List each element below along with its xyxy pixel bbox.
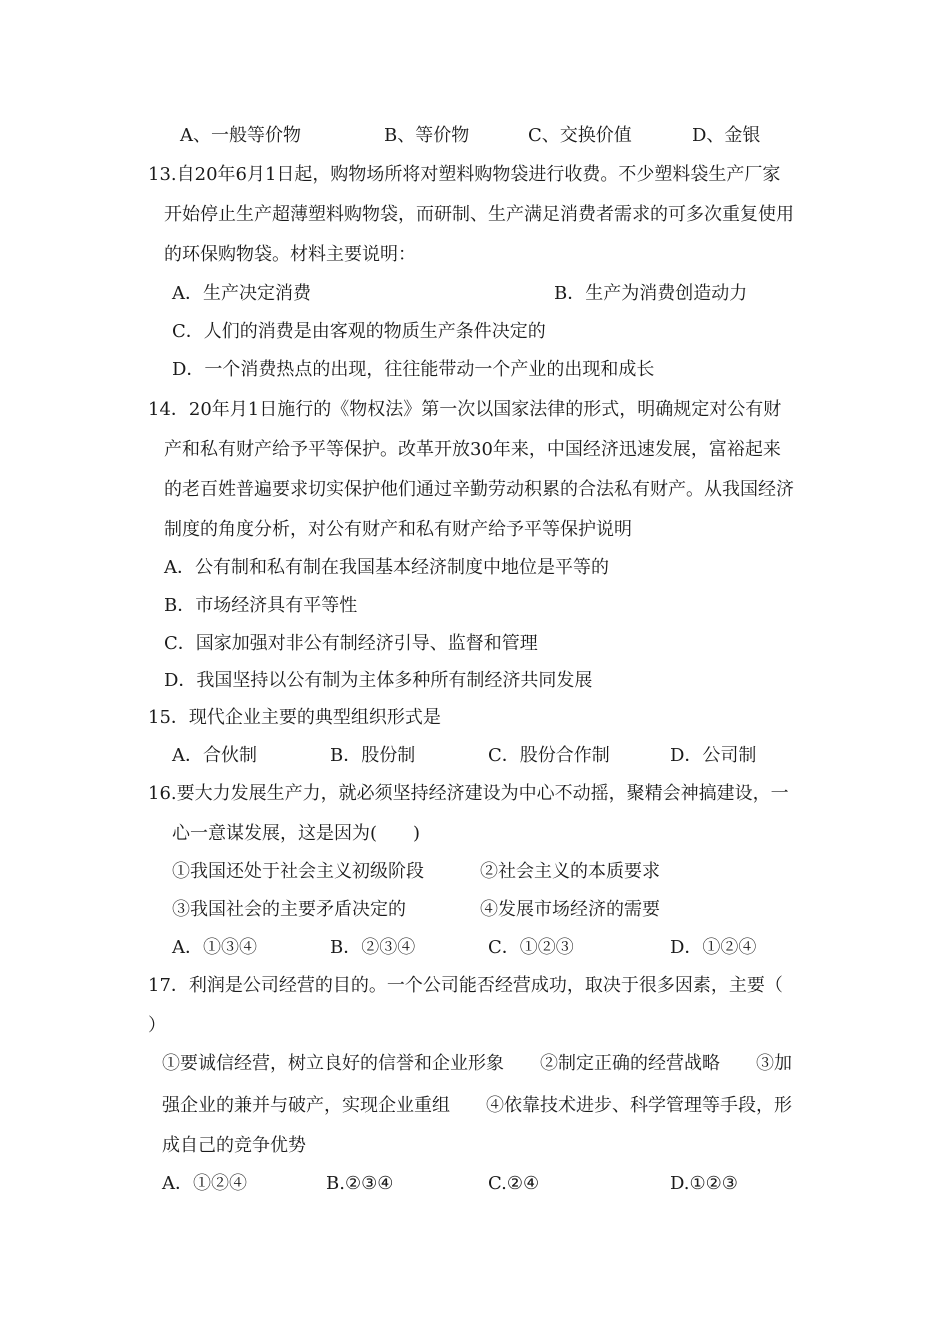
q17-option-c: C.②④ [488,1173,540,1194]
q16-item-3: ③我国社会的主要矛盾决定的 [172,899,406,920]
q17-option-d: D.①②③ [670,1173,738,1194]
q14-stem-line-3: 的老百姓普遍要求切实保护他们通过辛勤劳动积累的合法私有财产。从我国经济 [164,479,794,500]
q13-option-b: B．生产为消费创造动力 [554,283,748,304]
q15-option-a: A．合伙制 [172,745,257,766]
q14-stem-line-1: 14．20年月1日施行的《物权法》第一次以国家法律的形式，明确规定对公有财 [148,399,782,420]
q14-option-a: A．公有制和私有制在我国基本经济制度中地位是平等的 [164,557,609,578]
q14-stem-line-2: 产和私有财产给予平等保护。改革开放30年来，中国经济迅速发展，富裕起来 [164,439,781,460]
q14-option-b: B．市场经济具有平等性 [164,595,358,616]
q12-option-b: B、等价物 [384,125,470,146]
q16-option-b: B．②③④ [330,937,416,958]
q15-option-d: D．公司制 [670,745,757,766]
q12-option-a: A、一般等价物 [180,125,301,146]
q16-stem-line-1: 16.要大力发展生产力，就必须坚持经济建设为中心不动摇，聚精会神搞建设，一 [148,783,789,804]
q16-option-a: A．①③④ [172,937,257,958]
q16-option-c: C．①②③ [488,937,574,958]
q13-stem-line-3: 的环保购物袋。材料主要说明： [164,244,416,265]
q14-option-c: C．国家加强对非公有制经济引导、监督和管理 [164,633,538,654]
q15-stem: 15．现代企业主要的典型组织形式是 [148,707,441,728]
q14-stem-line-4: 制度的角度分析，对公有财产和私有财产给予平等保护说明 [164,519,632,540]
q13-option-a: A．生产决定消费 [172,283,311,304]
q17-stem-line-4: 强企业的兼并与破产，实现企业重组 ④依靠技术进步、科学管理等手段，形 [162,1095,792,1116]
q17-option-a: A．①②④ [162,1173,247,1194]
q17-stem-line-2: ） [148,1015,166,1036]
q16-item-2: ②社会主义的本质要求 [480,861,660,882]
q15-option-b: B．股份制 [330,745,416,766]
q14-option-d: D．我国坚持以公有制为主体多种所有制经济共同发展 [164,670,593,691]
q13-option-d: D．一个消费热点的出现，往往能带动一个产业的出现和成长 [172,359,655,380]
q13-stem-line-1: 13.自20年6月1日起，购物场所将对塑料购物袋进行收费。不少塑料袋生产厂家 [148,164,781,185]
q12-option-d: D、金银 [692,125,761,146]
q17-option-b: B.②③④ [326,1173,394,1194]
q16-option-d: D．①②④ [670,937,757,958]
q16-item-1: ①我国还处于社会主义初级阶段 [172,861,424,882]
q13-stem-line-2: 开始停止生产超薄塑料购物袋，而研制、生产满足消费者需求的可多次重复使用 [164,204,794,225]
q17-stem-line-1: 17．利润是公司经营的目的。一个公司能否经营成功，取决于很多因素，主要（ [148,975,783,996]
q17-stem-line-5: 成自己的竞争优势 [162,1135,306,1156]
q16-stem-line-2: 心一意谋发展，这是因为( ) [172,823,421,844]
q15-option-c: C．股份合作制 [488,745,610,766]
q17-stem-line-3: ①要诚信经营，树立良好的信誉和企业形象 ②制定正确的经营战略 ③加 [162,1053,792,1074]
q13-option-c: C．人们的消费是由客观的物质生产条件决定的 [172,321,546,342]
q16-item-4: ④发展市场经济的需要 [480,899,660,920]
q12-option-c: C、交换价值 [528,125,632,146]
